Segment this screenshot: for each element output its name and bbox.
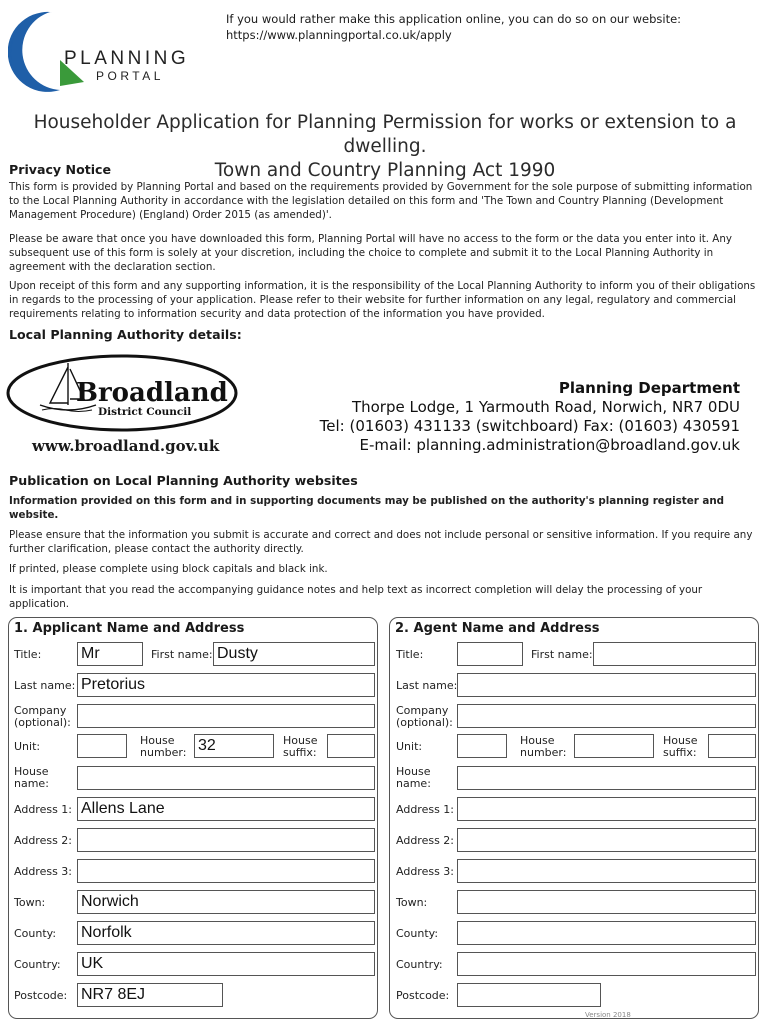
agent-county-label: County: bbox=[396, 927, 439, 940]
broadland-logo-mark bbox=[6, 353, 238, 433]
dept-address: Thorpe Lodge, 1 Yarmouth Road, Norwich, NR7 0DU bbox=[351, 398, 740, 416]
agent-address2-field[interactable] bbox=[457, 828, 756, 852]
agent-country-label: Country: bbox=[396, 958, 443, 971]
applicant-heading: 1. Applicant Name and Address bbox=[14, 621, 245, 636]
applicant-address1-field[interactable]: Allens Lane bbox=[77, 797, 375, 821]
logo-word-planning: PLANNING bbox=[64, 48, 190, 69]
planning-department-contact bbox=[320, 379, 740, 455]
publication-heading: Publication on Local Planning Authority websites bbox=[9, 473, 358, 488]
applicant-address2-field[interactable] bbox=[77, 828, 375, 852]
applicant-address2-label: Address 2: bbox=[14, 834, 73, 847]
applicant-title-label: Title: bbox=[14, 648, 42, 661]
applicant-house-suffix-label: House suffix: bbox=[283, 734, 318, 759]
agent-house-number-field[interactable] bbox=[574, 734, 654, 758]
agent-address1-field[interactable] bbox=[457, 797, 756, 821]
form-title-line2: Town and Country Planning Act 1990 bbox=[214, 160, 556, 181]
agent-title-label: Title: bbox=[396, 648, 424, 661]
broadland-logo bbox=[6, 353, 238, 433]
applicant-unit-label: Unit: bbox=[14, 740, 41, 753]
applicant-address3-label: Address 3: bbox=[14, 865, 73, 878]
dept-tel: Tel: (01603) 431133 (switchboard) Fax: (01603) 430591 bbox=[319, 417, 740, 435]
broadland-logo-name: Broadland bbox=[76, 378, 228, 408]
agent-company-field[interactable] bbox=[457, 704, 756, 728]
applicant-town-field[interactable]: Norwich bbox=[77, 890, 375, 914]
dept-title: Planning Department bbox=[558, 379, 740, 397]
applicant-address3-field[interactable] bbox=[77, 859, 375, 883]
agent-house-suffix-field[interactable] bbox=[708, 734, 756, 758]
applicant-last-name-label: Last name: bbox=[14, 679, 76, 692]
applicant-house-name-field[interactable] bbox=[77, 766, 375, 790]
applicant-address1-label: Address 1: bbox=[14, 803, 73, 816]
applicant-county-label: County: bbox=[14, 927, 57, 940]
planning-portal-logo bbox=[8, 10, 208, 94]
lpa-heading: Local Planning Authority details: bbox=[9, 327, 242, 342]
agent-title-field[interactable] bbox=[457, 642, 523, 666]
agent-postcode-label: Postcode: bbox=[396, 989, 450, 1002]
applicant-house-name-label: House name: bbox=[14, 765, 49, 790]
agent-address3-label: Address 3: bbox=[396, 865, 455, 878]
applicant-panel bbox=[8, 617, 378, 1019]
form-title bbox=[0, 111, 770, 183]
dept-email[interactable]: E-mail: planning.administration@broadland.gov.uk bbox=[359, 436, 740, 454]
applicant-town-label: Town: bbox=[14, 896, 46, 909]
agent-address1-label: Address 1: bbox=[396, 803, 455, 816]
online-apply-link[interactable]: https://www.planningportal.co.uk/apply bbox=[226, 28, 452, 42]
agent-county-field[interactable] bbox=[457, 921, 756, 945]
planning-portal-logo-mark bbox=[8, 10, 208, 94]
broadland-logo-sub: District Council bbox=[98, 406, 192, 418]
agent-panel bbox=[389, 617, 759, 1019]
applicant-house-number-label: House number: bbox=[140, 734, 187, 759]
agent-first-name-field[interactable] bbox=[593, 642, 756, 666]
agent-address2-label: Address 2: bbox=[396, 834, 455, 847]
publication-para-1: Please ensure that the information you submit is accurate and correct and does not include personal or sensitive information. If you require any further clarification, please contact the authority directly. bbox=[9, 529, 753, 555]
applicant-postcode-label: Postcode: bbox=[14, 989, 68, 1002]
applicant-first-name-label: First name: bbox=[151, 648, 213, 661]
applicant-last-name-field[interactable]: Pretorius bbox=[77, 673, 375, 697]
form-title-line1: Householder Application for Planning Permission for works or extension to a dwelling. bbox=[33, 112, 737, 157]
applicant-company-label: Company (optional): bbox=[14, 704, 71, 729]
agent-house-name-field[interactable] bbox=[457, 766, 756, 790]
agent-first-name-label: First name: bbox=[531, 648, 593, 661]
agent-town-field[interactable] bbox=[457, 890, 756, 914]
logo-word-portal: PORTAL bbox=[96, 69, 164, 83]
privacy-para-2: Please be aware that once you have downloaded this form, Planning Portal will have no access to the form or the data you enter into it. Any subsequent use of this form is solely at your discretion, including the choice to complete and submit it to the Local Planning Authority in agreement with the declaration section. bbox=[9, 233, 732, 273]
agent-unit-field[interactable] bbox=[457, 734, 507, 758]
privacy-para-3: Upon receipt of this form and any supporting information, it is the responsibility of the Local Planning Authority to inform you of their obligations in regards to the processing of your application. Please refer to their website for further information on any legal, regulatory and commercial requirements relating to information security and data protection of the information you have provided. bbox=[9, 280, 756, 320]
publication-para-3: It is important that you read the accompanying guidance notes and help text as incorrect completion will delay the processing of your application. bbox=[9, 584, 703, 610]
agent-house-name-label: House name: bbox=[396, 765, 431, 790]
applicant-country-label: Country: bbox=[14, 958, 61, 971]
applicant-house-suffix-field[interactable] bbox=[327, 734, 375, 758]
privacy-heading: Privacy Notice bbox=[9, 162, 112, 177]
agent-last-name-label: Last name: bbox=[396, 679, 458, 692]
agent-house-suffix-label: House suffix: bbox=[663, 734, 698, 759]
applicant-first-name-field[interactable]: Dusty bbox=[213, 642, 375, 666]
applicant-unit-field[interactable] bbox=[77, 734, 127, 758]
applicant-house-number-field[interactable]: 32 bbox=[194, 734, 274, 758]
privacy-para-1: This form is provided by Planning Portal and based on the requirements provided by Government for the sole purpose of submitting information to the Local Planning Authority in accordance with the legislation detailed on this form and 'The Town and Country Planning (Development Management Procedure) (England) Order 2015 (as amended)'. bbox=[9, 181, 753, 221]
online-notice-text: If you would rather make this application online, you can do so on our website: bbox=[226, 12, 682, 26]
agent-last-name-field[interactable] bbox=[457, 673, 756, 697]
publication-bold-note: Information provided on this form and in supporting documents may be published on the authority's planning register and website. bbox=[9, 495, 725, 521]
agent-company-label: Company (optional): bbox=[396, 704, 453, 729]
lpa-website[interactable]: www.broadland.gov.uk bbox=[32, 437, 220, 455]
publication-para-2: If printed, please complete using block capitals and black ink. bbox=[9, 563, 328, 575]
agent-country-field[interactable] bbox=[457, 952, 756, 976]
agent-address3-field[interactable] bbox=[457, 859, 756, 883]
applicant-country-field[interactable]: UK bbox=[77, 952, 375, 976]
applicant-postcode-field[interactable]: NR7 8EJ bbox=[77, 983, 223, 1007]
agent-heading: 2. Agent Name and Address bbox=[395, 621, 600, 636]
agent-unit-label: Unit: bbox=[396, 740, 423, 753]
agent-town-label: Town: bbox=[396, 896, 428, 909]
applicant-company-field[interactable] bbox=[77, 704, 375, 728]
applicant-title-field[interactable]: Mr bbox=[77, 642, 143, 666]
applicant-county-field[interactable]: Norfolk bbox=[77, 921, 375, 945]
online-notice bbox=[226, 11, 681, 43]
form-version: Version 2018 bbox=[585, 1011, 631, 1019]
agent-postcode-field[interactable] bbox=[457, 983, 601, 1007]
agent-house-number-label: House number: bbox=[520, 734, 567, 759]
